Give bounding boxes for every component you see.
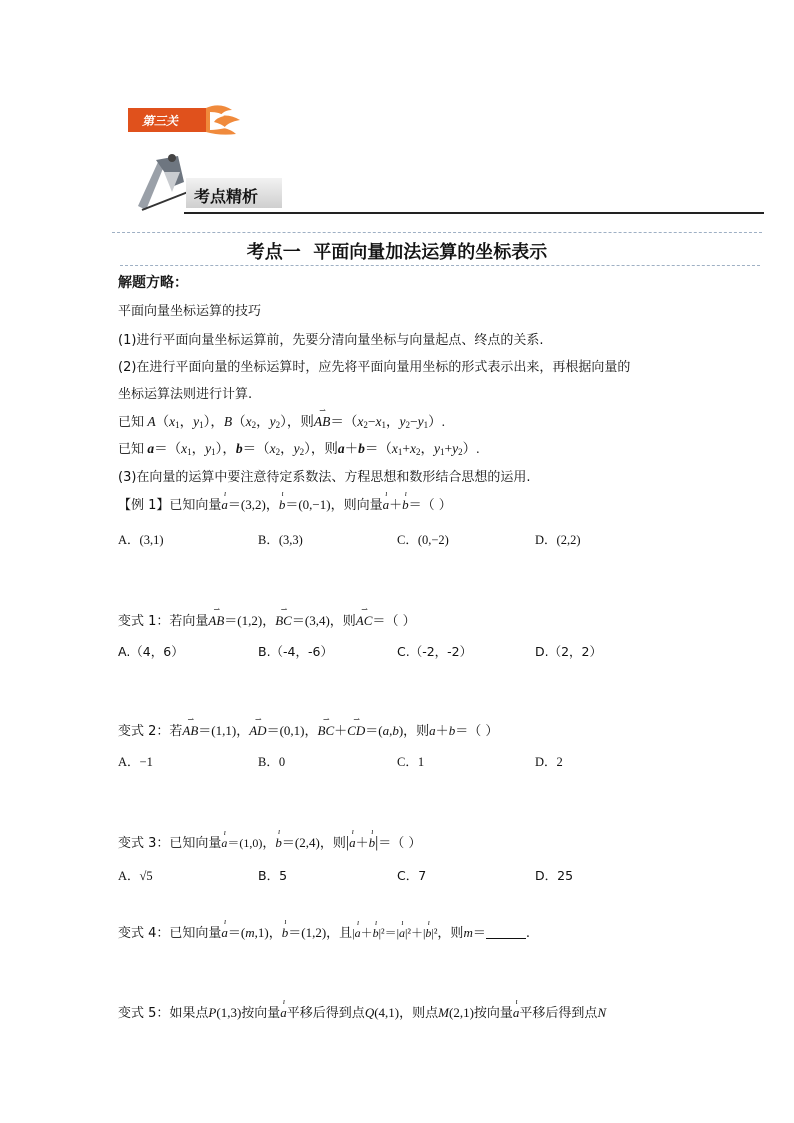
variant5-stem: 变式 5：如果点P(1,3)按向量a ı 平移后得到点Q(4,1)，则点M(2,1)按向量a ı 平移后得到点N (118, 997, 607, 1021)
method-known1: 已知 $A(x_1$，$y_1$），$B(x_2$，$y_2$），则AB ⇀ $=(x_2-x_1$，$y_2-y_1$）. (118, 406, 446, 430)
topic-title: 考点一 平面向量加法运算的坐标表示 (246, 242, 548, 263)
variant2-option-a[interactable]: A．−1 (118, 755, 153, 769)
variant1-option-b[interactable]: B.（-4，-6） (258, 644, 333, 659)
variant2-option-d[interactable]: D．2 (535, 755, 563, 769)
example1-option-b[interactable]: B．(3,3) (258, 533, 303, 547)
known2-end: . (476, 441, 480, 456)
variant1-option-d[interactable]: D.（2，2） (535, 644, 603, 659)
variant3-option-b[interactable]: B．5 (258, 868, 288, 883)
method-p1: (1)进行平面向量坐标运算前，先要分清向量坐标与向量起点、终点的关系. (118, 333, 544, 348)
method-p2b: 坐标运算法则进行计算. (118, 387, 253, 402)
variant2-stem: 变式 2：若AB ⇀ ＝(1,1)，AD ⇀ ＝(0,1)，BC ⇀ ＋CD ⇀ ＝(a,b)，则a＋b＝（ ） (118, 715, 499, 739)
example1-label: 【例 1】已知向量 (118, 498, 222, 513)
section-header (134, 152, 766, 216)
method-p2a: (2)在进行平面向量的坐标运算时，应先将平面向量用坐标的形式表示出来，再根据向量的 (118, 360, 631, 375)
variant2-option-c[interactable]: C．1 (397, 755, 425, 769)
variant1-option-c[interactable]: C.（-2，-2） (397, 644, 473, 659)
example1-stem: 【例 1】已知向量a ı ＝(3,2)，b ı ＝(0,−1)，则向量a ı ＋b ı ＝（ ） (118, 489, 452, 513)
header-rule (184, 212, 764, 214)
answer-blank[interactable] (486, 926, 526, 939)
variant3-option-a[interactable]: A．√5 (118, 869, 153, 883)
known1-prefix: 已知 (118, 415, 145, 430)
method-subheading: 平面向量坐标运算的技巧 (118, 304, 262, 319)
title-underline (120, 265, 760, 266)
method-known2: 已知 $a=(x_1$，$y_1$），$b=(x_2$，$y_2$），则$a+b=(x_1+x_2$，$y_1+y_2$）. (118, 441, 480, 457)
variant1-option-a[interactable]: A.（4，6） (118, 644, 184, 659)
section-header-label: 考点精析 (194, 187, 259, 206)
dashed-divider (112, 232, 762, 233)
example1-option-a[interactable]: A．(3,1) (118, 533, 164, 547)
example1-option-d[interactable]: D．(2,2) (535, 533, 581, 547)
variant3-option-c[interactable]: C．7 (397, 868, 427, 883)
method-p3: (3)在向量的运算中要注意待定系数法、方程思想和数形结合思想的运用. (118, 470, 531, 485)
ruler-compass-icon (134, 152, 192, 212)
variant1-stem: 变式 1：若向量AB ⇀ ＝(1,2)，BC ⇀ ＝(3,4)，则AC ⇀ ＝（ ） (118, 605, 416, 629)
example1-option-c[interactable]: C．(0,−2) (397, 533, 449, 547)
method-heading: 解题方略： (118, 275, 188, 291)
level-banner (128, 104, 242, 136)
known1-then: ，则 (286, 414, 314, 429)
known2-then: ，则 (310, 441, 338, 456)
banner-label: 第三关 (142, 114, 179, 128)
variant3-stem: 变式 3：已知向量a ı ＝(1,0)，b ı ＝(2,4)，则|a ı ＋b ı |＝（ ） (118, 827, 422, 851)
variant3-option-d[interactable]: D．25 (535, 868, 574, 883)
variant2-option-b[interactable]: B．0 (258, 755, 286, 769)
variant4-stem: 变式 4：已知向量a ı ＝(m,1)，b ı ＝(1,2)，且|a ı ＋b ı |²＝|a ı |²＋|b ı |²，则m＝ . (118, 917, 530, 941)
known2-prefix: 已知 (118, 442, 145, 457)
known1-end: . (441, 414, 446, 429)
